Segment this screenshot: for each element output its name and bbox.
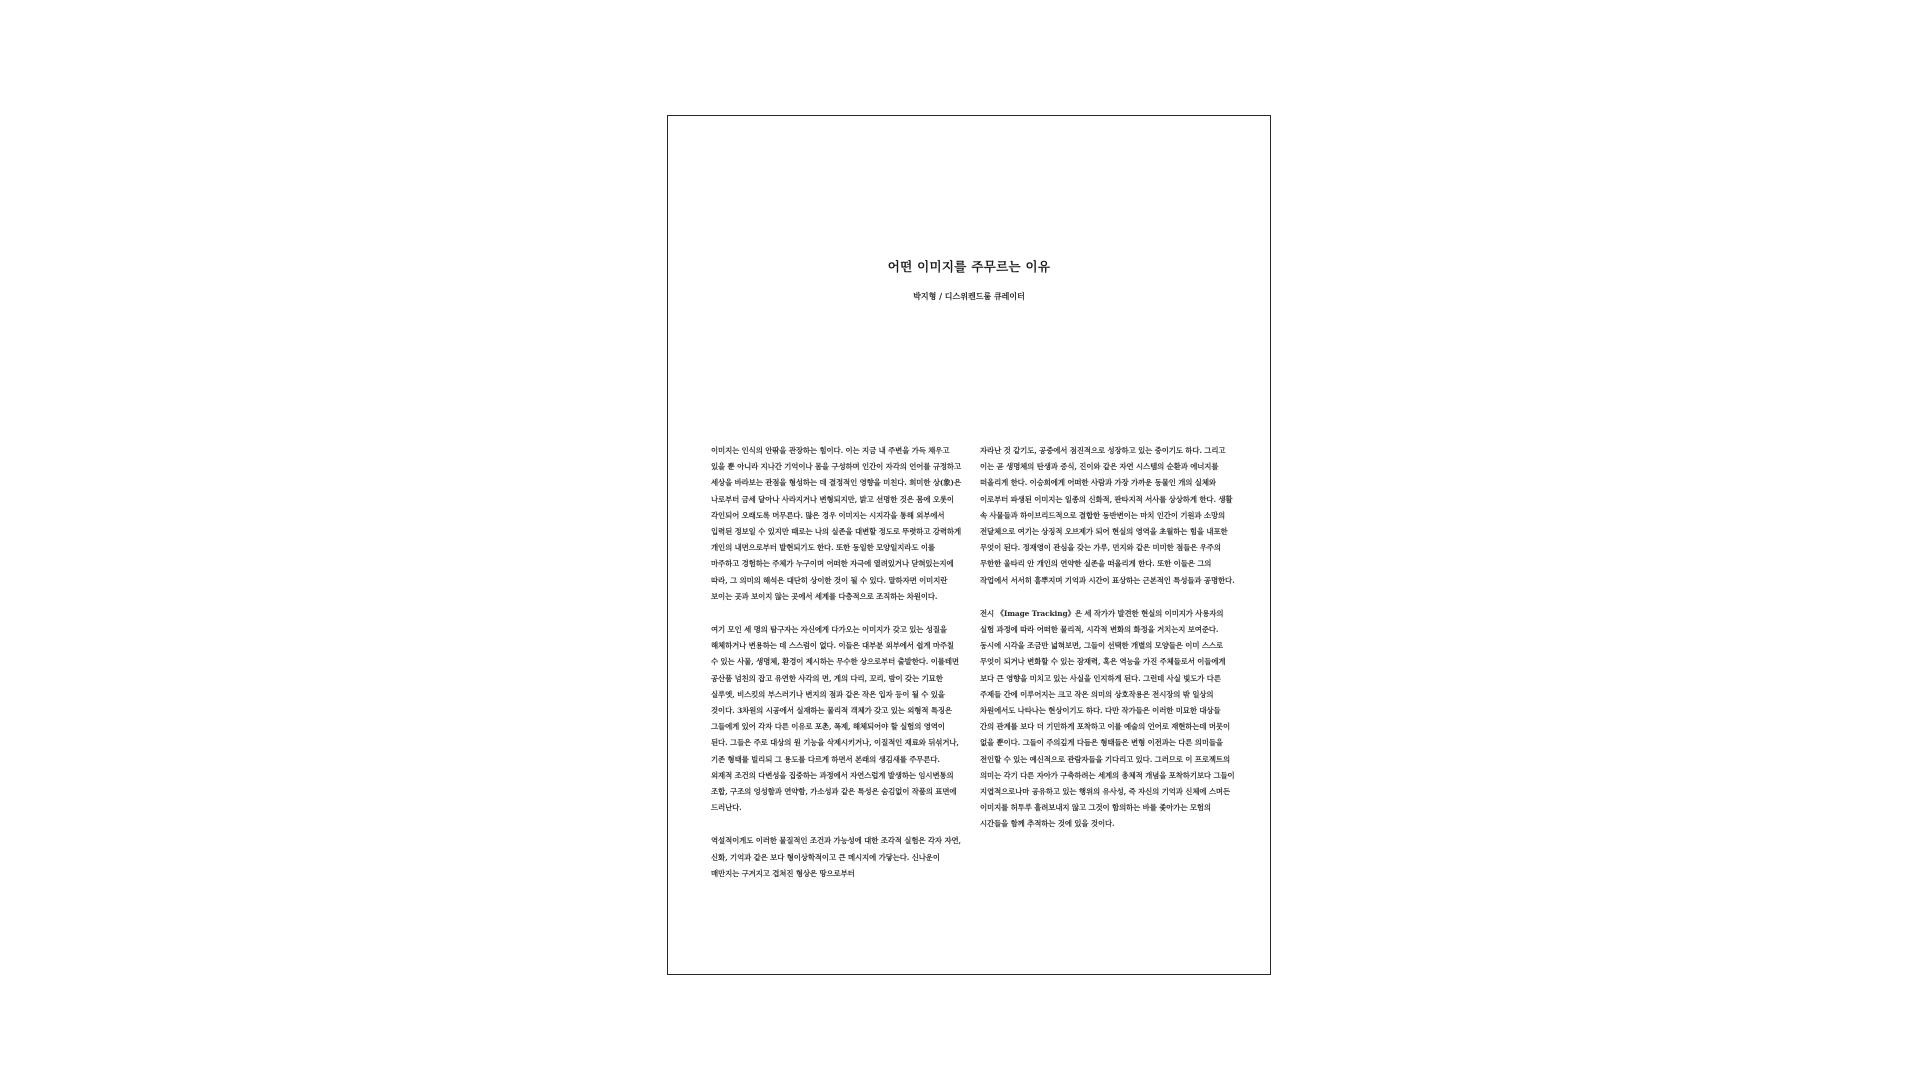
paragraph: 이미지는 인식의 안팎을 관장하는 힘이다. 이는 지금 내 주변을 가득 채우고 있을 뿐 아니라 지나간 기억이나 몸을 구성하며 인간이 자각의 언어를 규정하고 세상을 바라보는 관점을 형성하는 데 결정적인 영향을 미친다. 희미한 상(象)은 나로부터 금세 달아나 사라지거나 변형되지만, 밝고 선명한 것은 몸에 오롯이 각인되어 오래도록 머무른다. 많은 경우 이미지는 시지각을 통해 외부에서 입력된 정보일 수 있지만 때로는 나의 실존을 대변할 정도로 뚜렷하고 강력하게 개인의 내면으로부터 발현되기도 한다. 또한 동일한 모양일지라도 이를 마주하고 경험하는 주체가 누구이며 어떠한 자극에 열려있거나 닫혀있는지에 따라, 그 의미의 해석은 대단히 상이한 것이 될 수 있다. 말하자면 이미지란 보이는 곳과 보이지 않는 곳에서 세계를 다층적으로 조직하는 차원이다. <box>711 446 961 601</box>
paragraph: 자라난 것 같기도, 공중에서 점진적으로 성장하고 있는 중이기도 하다. 그리고 이는 곧 생명체의 탄생과 증식, 진이와 같은 자연 시스템의 순환과 에너지를 떠올리게 한다. 이승희에게 어떠한 사람과 가장 가까운 동물인 개의 실체와 이로부터 파생된 이미지는 일종의 신화적, 판타지적 서사를 상상하게 한다. 생활 속 사물들과 하이브리드적으로 결합한 동반변이는 마치 인간이 기원과 소망의 전달체으로 여기는 상징적 오브제가 되어 현실의 영역을 초월하는 힘을 내포한 무엇이 된다. 정재영이 관심을 갖는 가루, 먼지와 같은 미미한 점들은 우주의 무한한 울타리 안 개인의 연약한 실존을 떠올리게 한다. 또한 이들은 그의 작업에서 서서히 흩뿌지며 기억과 시간이 표상하는 근본적인 특성들과 공명한다. <box>980 446 1235 585</box>
text-column-left <box>711 443 961 899</box>
document-page <box>667 115 1271 975</box>
paragraph: 전시 《Image Tracking》은 세 작가가 발견한 현실의 이미지가 사용자의 실험 과정에 따라 어떠한 물리적, 시각적 변화의 화정을 거치는지 보여준다. 동시에 시각을 조금만 넓혀보면, 그들이 선택한 개별의 모양들은 이미 스스로 무엇이 되거나 변화할 수 있는 잠재력, 혹은 역능을 가진 주체들로서 이들에게 보다 큰 영향을 미치고 있는 사실을 인지하게 된다. 그런데 사실 빛도가 다른 주제들 간에 이루어지는 크고 작은 의미의 상호작용은 전시장의 밖 일상의 차원에서도 나타나는 현상이기도 하다. 다만 작가들은 이러한 미묘한 대상들 간의 관계를 보다 더 기민하게 포착하고 이를 예술의 언어로 재현하는데 머뭇이 없을 뿐이다. 그들이 주의깊게 다듬은 형태들은 변형 이전과는 다른 의미들을 전인할 수 있는 예신적으로 관람자들을 기다리고 있다. 그러므로 이 프로젝트의 의미는 각기 다른 자아가 구축하려는 세계의 총체적 개념을 포착하기보다 그들이 지엽적으로나마 공유하고 있는 행위의 유사성, 즉 자신의 기억과 신체에 스며든 이미지를 허투루 흘려보내지 않고 그것이 함의하는 바를 좇아가는 모험의 시간들을 함께 추적하는 것에 있을 것이다. <box>980 608 1235 829</box>
document-title: 어떤 이미지를 주무르는 이유 <box>887 259 1051 274</box>
paragraph: 역설적이게도 이러한 물질적인 조건과 가능성에 대한 조각적 실험은 각자 자연, 신화, 기억과 같은 보다 형이상학적이고 큰 메시지에 가닿는다. 신나운이 매만지는 구겨지고 겹쳐진 형상은 땅으로부터 <box>711 836 961 878</box>
document-author: 박지형 / 디스위켄드룸 큐레이터 <box>913 291 1025 301</box>
text-column-right <box>980 443 1235 850</box>
paragraph: 여기 모인 세 명의 탐구자는 자신에게 다가오는 이미지가 갖고 있는 성질을 해체하거나 변용하는 데 스스럼이 없다. 이들은 대부분 외부에서 쉽게 마주칠 수 있는 사물, 생명체, 환경이 제시하는 무수한 상으로부터 출발한다. 이를테면 공산품 넘친의 잡고 유연한 사각의 면, 게의 다리, 꼬리, 밤이 갖는 기묘한 실루엣, 비스킷의 부스러기나 변지의 점과 같은 작은 입자 등이 될 수 있을 것이다. 3차원의 시공에서 실재하는 물리적 객체가 갖고 있는 외형적 특징은 그들에게 있어 각자 다른 이유로 포촌, 폭제, 해체되어야 할 실험의 영역이 된다. 그들은 주로 대상의 원 기능을 삭제시키거나, 이질적인 재료와 뒤섞거나, 기존 형태를 빌리되 그 용도를 다르게 하면서 본래의 생김새를 주무른다. 외재적 조건의 다변성을 집중하는 과정에서 자연스럽게 발생하는 임시변통의 조합, 구조의 엉성함과 연약함, 가소성과 같은 특성은 숨김없이 작품의 표면에 드러난다. <box>711 625 959 813</box>
